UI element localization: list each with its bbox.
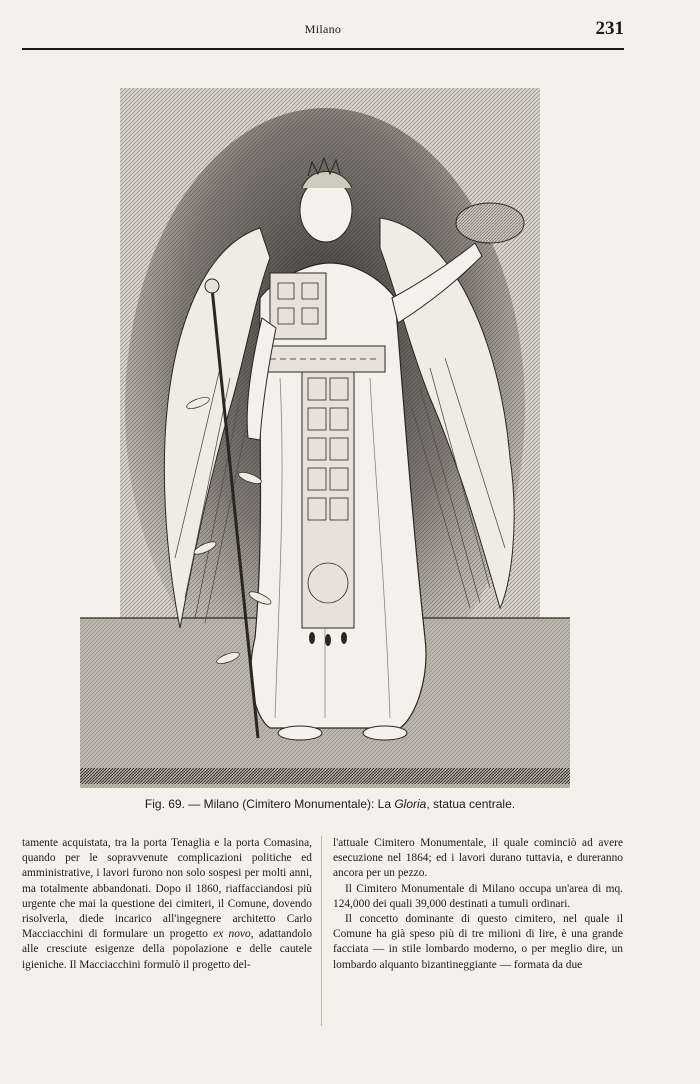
paragraph-text: tamente acquistata, tra la porta Tenaglia e la porta Comasina, quando per le sopravvenute complicazioni politiche ed amministrative, i lavori furono non solo sospesi per molti anni, ma totalmente abbandonati. Dopo il 1860, riaffacciandosi più urgente che mai la questione dei cimiteri, il Comune, dovendo risolverla, diede incarico all'ingegnere architetto Carlo Macciacchini di formulare un progetto xyxy=(22,837,312,941)
figure-caption xyxy=(40,797,620,811)
caption-suffix: , statua centrale. xyxy=(426,797,516,811)
caption-italic-title: Gloria xyxy=(394,797,427,811)
column-divider xyxy=(321,836,322,1026)
paragraph: Il concetto dominante di questo cimitero, nel quale il Comune ha già speso più di tre milioni di lire, è una grande facciata — in stile lombardo moderno, o per meglio dire, un lombardo alquanto bizantineggiante — formata da due xyxy=(333,913,623,971)
paragraph: l'attuale Cimitero Monumentale, il quale cominciò ad avere esecuzione nel 1864; ed i lavori durano tuttavia, e dureranno ancora per un pezzo. xyxy=(333,837,623,880)
paragraph-text: , adattandolo alle cresciute esigenze della popolazione e delle cautele igieniche. Il Macciacchini formulò il progetto del- xyxy=(22,928,312,971)
italic-term: ex novo xyxy=(213,928,251,941)
page-header xyxy=(22,14,624,46)
header-rule xyxy=(22,48,624,50)
paragraph: Il Cimitero Monumentale di Milano occupa un'area di mq. 124,000 dei quali 39,000 destinati a tumuli ordinari. xyxy=(333,882,623,910)
statue-engraving xyxy=(80,78,570,788)
paragraph xyxy=(22,836,312,973)
page-number: 231 xyxy=(595,18,624,39)
text-column-left xyxy=(22,836,312,973)
text-column-right xyxy=(333,836,623,973)
running-head: Milano xyxy=(304,22,342,36)
caption-prefix: Fig. 69. — Milano (Cimitero Monumentale): La xyxy=(144,797,395,811)
